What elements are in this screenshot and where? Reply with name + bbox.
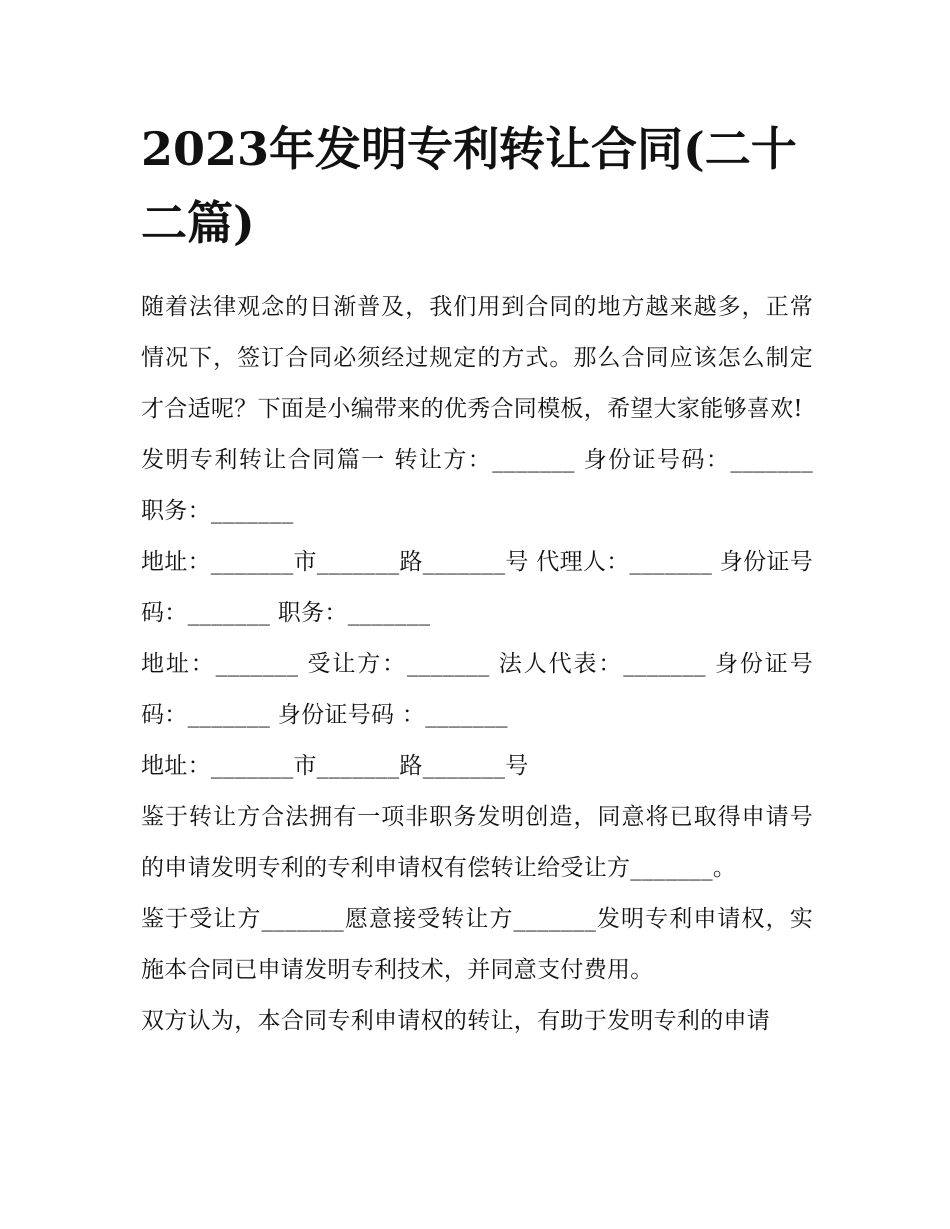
paragraph-whereas-transferee: 鉴于受让方_______愿意接受转让方_______发明专利申请权，实施本合同已申请发明专利技术，并同意支付费用。 — [141, 906, 813, 983]
paragraph-agreement: 双方认为，本合同专利申请权的转让，有助于发明专利的申请 — [141, 1008, 771, 1034]
document-page — [141, 112, 813, 1047]
paragraph-transferor: 发明专利转让合同篇一 转让方：_______ 身份证号码：_______ 职务：_______ — [141, 447, 813, 524]
document-title: 2023年发明专利转让合同(二十二篇) — [141, 122, 797, 250]
document-body — [141, 282, 813, 1047]
paragraph-whereas-transferor: 鉴于转让方合法拥有一项非职务发明创造，同意将已取得申请号的申请发明专利的专利申请权有偿转让给受让方_______。 — [141, 804, 813, 881]
paragraph-transferor-address: 地址：_______市_______路_______号 代理人：_______ 身份证号码：_______ 职务：_______ — [141, 549, 813, 626]
paragraph-transferee-address: 地址：_______市_______路_______号 — [141, 753, 529, 779]
paragraph-intro: 随着法律观念的日渐普及，我们用到合同的地方越来越多，正常情况下，签订合同必须经过规定的方式。那么合同应该怎么制定才合适呢？下面是小编带来的优秀合同模板，希望大家能够喜欢! — [141, 294, 813, 422]
paragraph-transferee: 地址：_______ 受让方：_______ 法人代表：_______ 身份证号码：_______ 身份证号码 ：_______ — [141, 651, 813, 728]
